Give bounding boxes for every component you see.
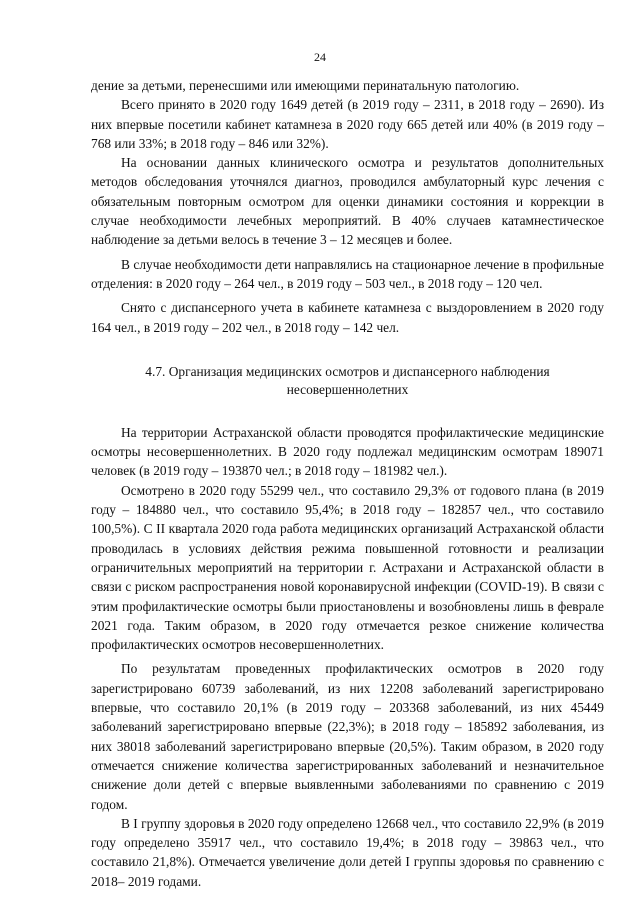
paragraph-inpatient-referrals: В случае необходимости дети направлялись на стационарное лечение в профильные отделения: в 2020 году – 264 чел., в 2019 году – 503 чел., в 2018 году – 120 чел. [91,256,604,291]
paragraph-examined-count: Осмотрено в 2020 году 55299 чел., что составило 29,3% от годового плана (в 2019 году – 184880 чел., что составило 95,4%; в 2018 году – 182857 чел., что составило 100,5%). С II квартала 2020 года работа медицинских организаций Астраханской области проводилась в условиях действия режима повышенной готовности и реализации ограничительных мероприятий на территории г. Астрахани и Астраханской области в связи с риском распространения новой коронавирусной инфекции (COVID-19). В связи с этим профилактические осмотры были приостановлены и возобновлены лишь в феврале 2021 года. Таким образом, в 2020 году отмечается резкое снижение количества профилактических осмотров несовершеннолетних. [91,482,604,653]
paragraph-admissions: Всего принято в 2020 году 1649 детей (в 2019 году – 2311, в 2018 году – 2690). Из них впервые посетили кабинет катамнеза в 2020 году 665 детей или 40% (в 2019 году – 768 или 33%; в 2018 году – 846 или 32%). [91,97,604,151]
paragraph-health-group-one: В I группу здоровья в 2020 году определено 12668 чел., что составило 22,9% (в 2019 году определено 35917 чел., что составило 19,4%; в 2018 году – 39863 чел., что составило 21,8%). Отмечается увеличение доли детей I группы здоровья по сравнению с 2018– 2019 годами. [91,815,604,889]
page-number: 24 [314,50,326,64]
paragraph-diseases-registered: По результатам проведенных профилактических осмотров в 2020 году зарегистрировано 60739 заболеваний, из них 12208 заболеваний зарегистрировано впервые, что составило 20,1% (в 2019 году – 203368 заболеваний, из них 45449 заболеваний зарегистрировано впервые (22,3%); в 2018 году – 185892 заболевания, из них 38018 заболеваний зарегистрировано впервые (20,5%). Таким образом, в 2020 году отмечается снижение количества зарегистрированных заболеваний и незначительное снижение доли детей с впервые выявленными заболеваниями по сравнению с 2019 годом. [91,661,604,812]
paragraph-deregistered: Снято с диспансерного учета в кабинете катамнеза с выздоровлением в 2020 году 164 чел., в 2019 году – 202 чел., в 2018 году – 142 чел. [91,300,604,335]
paragraph-medical-exams: На территории Астраханской области проводятся профилактические медицинские осмотры несовершеннолетних. В 2020 году подлежал медицинским осмотрам 189071 человек (в 2019 году – 193870 чел.; в 2018 году – 181982 чел.). [91,424,604,479]
paragraph-continuation: дение за детьми, перенесшими или имеющими перинатальную патологию. [91,78,520,93]
section-heading: 4.7. Организация медицинских осмотров и диспансерного наблюдения несовершеннолетних [145,363,550,397]
paragraph-diagnosis: На основании данных клинического осмотра и результатов дополнительных методов обследования уточнялся диагноз, проводился амбулаторный курс лечения с обязательным повторным осмотром для оценки динамики состояния и коррекции в случае необходимости лечебных мероприятий. В 40% случаев катамнестическое наблюдение за детьми велось в течение 3 – 12 месяцев и более. [91,155,604,248]
page-content [91,76,604,891]
